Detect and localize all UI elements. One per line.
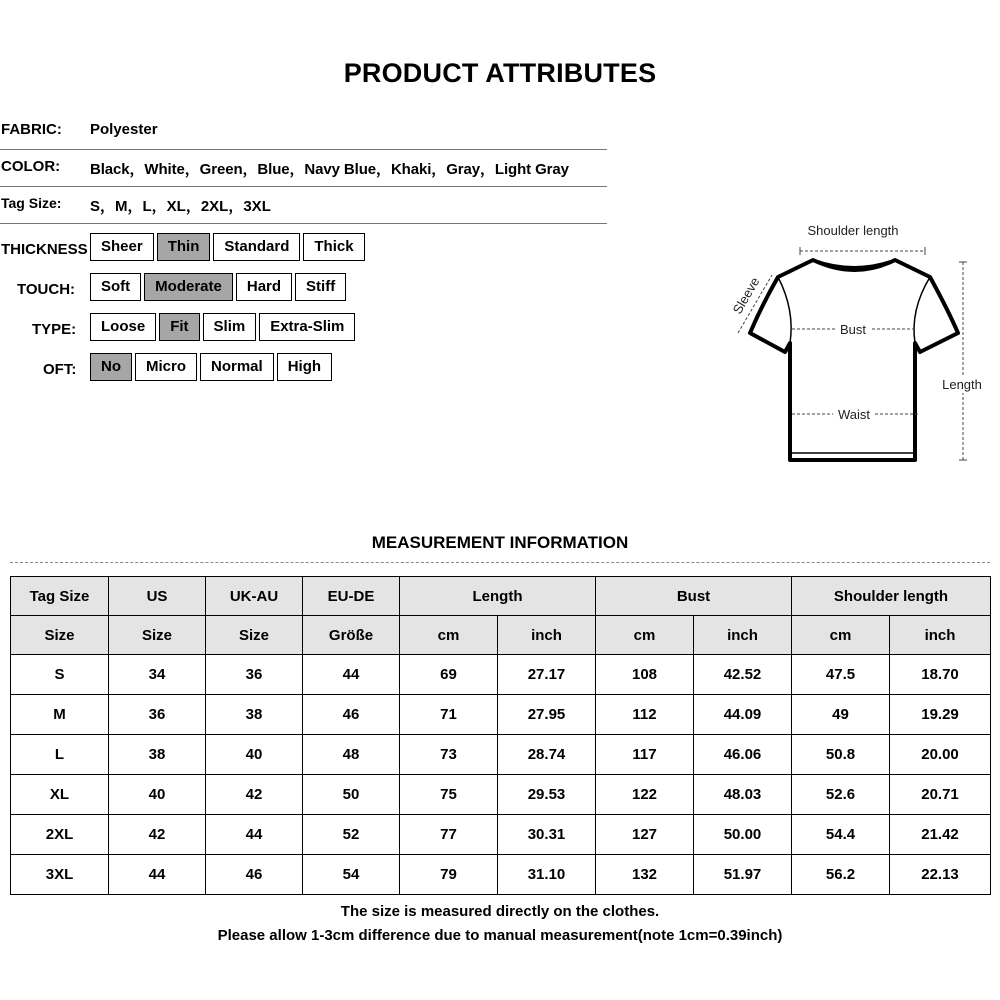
sleeve-label: Sleeve [729,274,763,317]
table-cell: 30.31 [498,815,596,855]
size-table [10,576,991,895]
table-cell: 48 [303,735,400,775]
tshirt-outline-icon [750,260,958,460]
table-cell: L [11,735,109,775]
table-cell: 40 [109,775,206,815]
table-header: Bust [596,577,792,616]
option-label: TYPE: [32,321,77,338]
table-row [11,695,991,735]
table-cell: 27.17 [498,655,596,695]
table-cell: 46.06 [694,735,792,775]
bust-label: Bust [839,322,867,337]
table-header: Shoulder length [792,577,991,616]
table-cell: 48.03 [694,775,792,815]
table-cell: 44 [303,655,400,695]
table-cell: 50 [303,775,400,815]
table-subheader: Size [11,616,109,655]
table-subheader: inch [890,616,991,655]
option-group [90,233,368,261]
table-row [11,855,991,895]
table-subheader: Size [206,616,303,655]
attr-value: Polyester [90,121,158,138]
option-stiff[interactable]: Stiff [295,273,346,301]
shoulder-length-label: Shoulder length [807,223,899,238]
option-row-touch [0,273,380,305]
table-header: EU-DE [303,577,400,616]
option-thin[interactable]: Thin [157,233,211,261]
option-row-type [0,313,380,345]
option-row-thickness [0,233,380,265]
table-cell: 34 [109,655,206,695]
attr-row-tag-size [0,186,607,224]
option-soft[interactable]: Soft [90,273,141,301]
table-cell: 27.95 [498,695,596,735]
table-cell: 54 [303,855,400,895]
table-cell: 18.70 [890,655,991,695]
option-slim[interactable]: Slim [203,313,257,341]
table-cell: 132 [596,855,694,895]
option-extra-slim[interactable]: Extra-Slim [259,313,355,341]
table-row [11,735,991,775]
table-row [11,815,991,855]
table-cell: 20.71 [890,775,991,815]
table-cell: 77 [400,815,498,855]
table-cell: 50.00 [694,815,792,855]
table-cell: 20.00 [890,735,991,775]
table-cell: 31.10 [498,855,596,895]
option-fit[interactable]: Fit [159,313,199,341]
table-cell: M [11,695,109,735]
table-cell: 2XL [11,815,109,855]
option-high[interactable]: High [277,353,332,381]
table-cell: 42 [109,815,206,855]
measurement-title: MEASUREMENT INFORMATION [371,533,629,552]
section-divider [10,562,990,563]
table-subheader: inch [498,616,596,655]
table-header-row [11,577,991,616]
table-cell: 28.74 [498,735,596,775]
waist-label: Waist [837,407,871,422]
option-thick[interactable]: Thick [303,233,364,261]
option-group [90,313,358,341]
attr-label: FABRIC: [1,121,62,138]
table-subheader: cm [400,616,498,655]
attr-label: COLOR: [1,158,61,175]
table-cell: 51.97 [694,855,792,895]
table-cell: 44.09 [694,695,792,735]
table-cell: 112 [596,695,694,735]
table-cell: 46 [303,695,400,735]
table-cell: XL [11,775,109,815]
table-subheader: cm [596,616,694,655]
option-label: TOUCH: [17,281,76,298]
table-cell: 56.2 [792,855,890,895]
table-header: US [109,577,206,616]
table-cell: 22.13 [890,855,991,895]
option-sheer[interactable]: Sheer [90,233,154,261]
option-no[interactable]: No [90,353,132,381]
table-cell: 36 [109,695,206,735]
table-header: Tag Size [11,577,109,616]
table-cell: 50.8 [792,735,890,775]
table-cell: 52.6 [792,775,890,815]
table-cell: 21.42 [890,815,991,855]
table-header: Length [400,577,596,616]
table-cell: 71 [400,695,498,735]
table-subheader: Größe [303,616,400,655]
table-cell: 122 [596,775,694,815]
table-cell: 75 [400,775,498,815]
table-cell: 49 [792,695,890,735]
table-header: UK-AU [206,577,303,616]
table-row [11,655,991,695]
table-cell: 40 [206,735,303,775]
table-cell: 44 [109,855,206,895]
table-cell: 19.29 [890,695,991,735]
table-cell: 29.53 [498,775,596,815]
option-loose[interactable]: Loose [90,313,156,341]
table-cell: 54.4 [792,815,890,855]
table-cell: 36 [206,655,303,695]
table-cell: 52 [303,815,400,855]
table-subheader: Size [109,616,206,655]
attr-row-fabric [0,112,607,150]
option-row-oft [0,353,380,385]
attr-value: S，M，L，XL，2XL，3XL [90,198,271,215]
table-cell: 38 [109,735,206,775]
option-group [90,353,335,381]
table-cell: 108 [596,655,694,695]
table-subheader: cm [792,616,890,655]
option-standard[interactable]: Standard [213,233,300,261]
table-subheader-row [11,616,991,655]
table-cell: 42.52 [694,655,792,695]
table-cell: 42 [206,775,303,815]
table-row [11,775,991,815]
table-body [11,655,991,895]
option-moderate[interactable]: Moderate [144,273,233,301]
table-cell: 69 [400,655,498,695]
option-micro[interactable]: Micro [135,353,197,381]
footnote-difference: Please allow 1-3cm difference due to manual measurement(note 1cm=0.39inch) [217,927,783,944]
table-cell: 127 [596,815,694,855]
table-subheader: inch [694,616,792,655]
table-cell: 47.5 [792,655,890,695]
table-cell: S [11,655,109,695]
attr-value: Black，White，Green，Blue，Navy Blue，Khaki，Gray，Light Gray [90,161,569,178]
table-cell: 117 [596,735,694,775]
option-label: THICKNESS [1,241,88,258]
option-label: OFT: [43,361,77,378]
table-cell: 38 [206,695,303,735]
length-label: Length [942,377,982,392]
option-normal[interactable]: Normal [200,353,274,381]
attr-row-color [0,149,607,187]
footnote-measured: The size is measured directly on the clothes. [340,903,660,920]
attr-label: Tag Size: [1,195,62,211]
table-cell: 3XL [11,855,109,895]
table-cell: 73 [400,735,498,775]
option-group [90,273,349,301]
tshirt-diagram [700,215,995,475]
table-cell: 46 [206,855,303,895]
option-hard[interactable]: Hard [236,273,292,301]
page-title: PRODUCT ATTRIBUTES [343,58,657,88]
table-cell: 79 [400,855,498,895]
table-cell: 44 [206,815,303,855]
